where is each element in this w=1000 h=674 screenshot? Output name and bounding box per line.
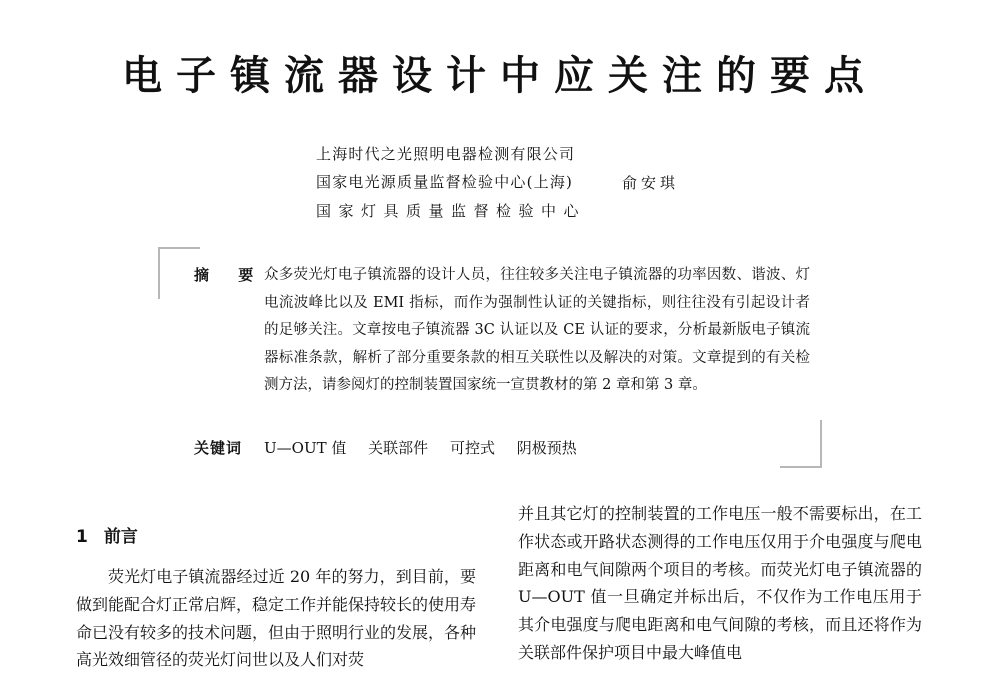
abstract-text: 众多荧光灯电子镇流器的设计人员，往往较多关注电子镇流器的功率因数、谐波、灯电流波峰比以及 EMI 指标，而作为强制性认证的关键指标，则往往没有引起设计者的足够关注。文章按电子镇流器 3C 认证以及 CE 认证的要求，分析最新版电子镇流器标准条款，解析了部分重要条款的相互关联性以及解决的对策。文章提到的有关检测方法，请参阅灯的控制装置国家统一宣贯教材的第 2 章和第 3 章。: [264, 267, 810, 394]
body-right-column: 并且其它灯的控制装置的工作电压一般不需要标出，在工作状态或开路状态测得的工作电压仅用于介电强度与爬电距离和电气间隙两个项目的考核。而荧光灯电子镇流器的 U—OUT 值一旦确定并标出后，不仅作为工作电压用于其介电强度与爬电距离和电气间隙的考核，而且还将作为关联部件保护项目中最大峰值电: [518, 504, 922, 662]
paper-title: 电子镇流器设计中应关注的要点: [122, 53, 878, 99]
keywords-list: [264, 437, 594, 458]
section-heading: [76, 522, 138, 547]
keyword: 可控式: [449, 439, 495, 457]
section-number: 1: [76, 527, 88, 547]
keyword: 关联部件: [368, 439, 429, 457]
keyword: U—OUT 值: [264, 439, 347, 457]
body-left-column: 荧光灯电子镇流器经过近 20 年的努力，到目前，要做到能配合灯正常启辉，稳定工作并能保持较长的使用寿命已没有较多的技术问题，但由于照明行业的发展，各种高光效细管径的荧光灯问世以及人们对荧: [76, 567, 477, 670]
affiliation-1: 上海时代之光照明电器检测有限公司: [316, 145, 576, 163]
keywords-label: 关键词: [194, 439, 243, 457]
abstract-label: 摘 要: [194, 266, 266, 284]
affiliation-2: 国家电光源质量监督检验中心(上海): [316, 173, 574, 191]
keyword: 阴极预热: [516, 439, 577, 457]
abstract-corner-bottom-right: [780, 420, 822, 468]
section-title: 前言: [103, 527, 138, 547]
author-name: 俞安琪: [622, 174, 680, 192]
affiliation-3: 国家灯具质量监督检验中心: [316, 202, 587, 220]
